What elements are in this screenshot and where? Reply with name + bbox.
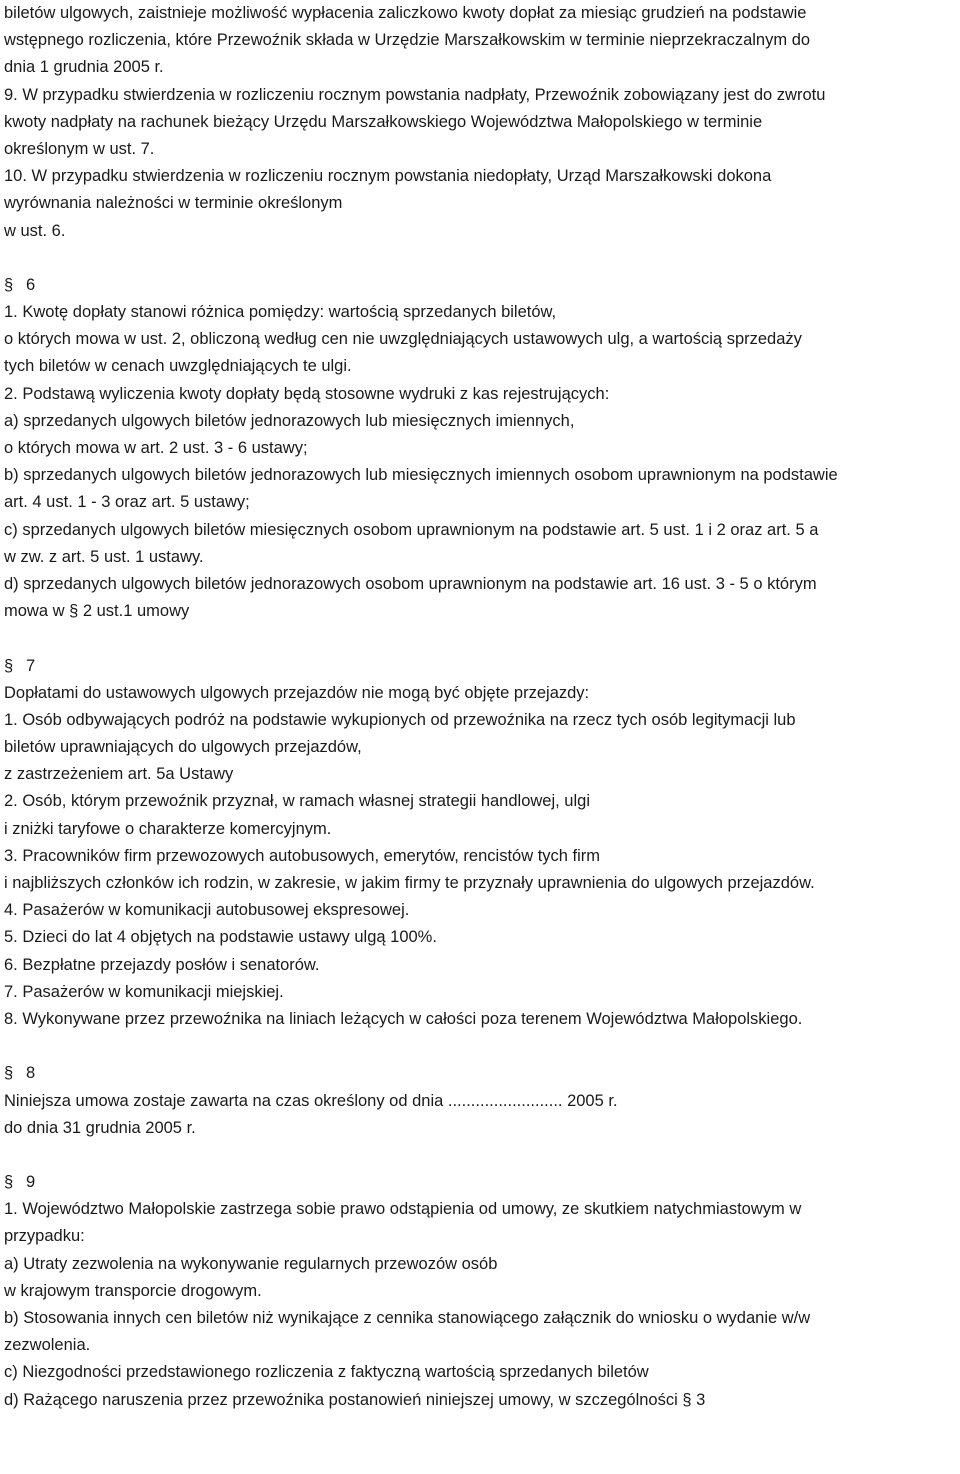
text-line: 3. Pracowników firm przewozowych autobusowych, emerytów, rencistów tych firm xyxy=(4,846,601,865)
text-line: b) Stosowania innych cen biletów niż wynikające z cennika stanowiącego załącznik do wniosku o wydanie w/w xyxy=(4,1309,811,1327)
text-line: dnia 1 grudnia 2005 r. xyxy=(4,58,164,77)
section-symbol: § xyxy=(4,656,14,675)
text-line: tych biletów w cenach uwzględniających te ulgi. xyxy=(4,357,352,376)
section-number: 9 xyxy=(26,1173,36,1192)
text-line: wstępnego rozliczenia, które Przewoźnik składa w Urzędzie Marszałkowskim w terminie nieprzekraczalnym do xyxy=(4,31,811,50)
text-line: mowa w § 2 ust.1 umowy xyxy=(4,602,190,621)
section-heading xyxy=(4,272,952,299)
text-line: z zastrzeżeniem art. 5a Ustawy xyxy=(4,765,234,784)
text-line: kwoty nadpłaty na rachunek bieżący Urzędu Marszałkowskiego Województwa Małopolskiego w terminie xyxy=(4,112,763,131)
text-line: Niniejsza umowa zostaje zawarta na czas określony od dnia ......................... 2005 r. xyxy=(4,1091,618,1110)
section-number: 7 xyxy=(26,656,36,675)
text-line: 2. Podstawą wyliczenia kwoty dopłaty będą stosowne wydruki z kas rejestrujących: xyxy=(4,384,610,403)
section-symbol: § xyxy=(4,275,14,294)
text-line: w ust. 6. xyxy=(4,221,66,240)
text-line: 9. W przypadku stwierdzenia w rozliczeniu rocznym powstania nadpłaty, Przewoźnik zobowiązany jest do zwrotu xyxy=(4,85,826,104)
text-line: Dopłatami do ustawowych ulgowych przejazdów nie mogą być objęte przejazdy: xyxy=(4,683,590,702)
text-line: biletów ulgowych, zaistnieje możliwość wypłacenia zaliczkowo kwoty dopłat za miesiąc grudzień na podstawie xyxy=(4,4,807,22)
section-symbol: § xyxy=(4,1173,14,1192)
text-line: 6. Bezpłatne przejazdy posłów i senatorów. xyxy=(4,955,320,974)
text-line: 10. W przypadku stwierdzenia w rozliczeniu rocznym powstania niedopłaty, Urząd Marszałkowski dokona xyxy=(4,167,772,186)
section-heading xyxy=(4,1060,952,1087)
blank-line xyxy=(4,245,952,272)
text-line: i najbliższych członków ich rodzin, w zakresie, w jakim firmy te przyznały uprawnienia do ulgowych przejazdów. xyxy=(4,874,815,892)
text-line: a) Utraty zezwolenia na wykonywanie regularnych przewozów osób xyxy=(4,1254,498,1273)
text-line: art. 4 ust. 1 - 3 oraz art. 5 ustawy; xyxy=(4,493,250,512)
text-line: o których mowa w ust. 2, obliczoną według cen nie uwzględniających ustawowych ulg, a wartością sprzedaży xyxy=(4,330,802,349)
text-line: w krajowym transporcie drogowym. xyxy=(4,1281,262,1300)
text-line: biletów uprawniających do ulgowych przejazdów, xyxy=(4,738,362,757)
section-number: 6 xyxy=(26,275,36,294)
text-line: 5. Dzieci do lat 4 objętych na podstawie ustawy ulgą 100%. xyxy=(4,928,437,947)
text-line: c) sprzedanych ulgowych biletów miesięcznych osobom uprawnionym na podstawie art. 5 ust. 1 i 2 oraz art. 5 a xyxy=(4,520,819,539)
text-line: do dnia 31 grudnia 2005 r. xyxy=(4,1118,196,1137)
text-line: przypadku: xyxy=(4,1227,85,1246)
text-line: 7. Pasażerów w komunikacji miejskiej. xyxy=(4,982,284,1001)
text-line: o których mowa w art. 2 ust. 3 - 6 ustawy; xyxy=(4,439,308,457)
text-line: w zw. z art. 5 ust. 1 ustawy. xyxy=(4,547,204,566)
text-line: c) Niezgodności przedstawionego rozliczenia z faktyczną wartością sprzedanych biletów xyxy=(4,1363,649,1382)
section-number: 8 xyxy=(26,1064,36,1083)
text-line: a) sprzedanych ulgowych biletów jednorazowych lub miesięcznych imiennych, xyxy=(4,411,575,430)
blank-line xyxy=(4,1033,952,1060)
section-heading xyxy=(4,1169,952,1196)
text-line: 4. Pasażerów w komunikacji autobusowej ekspresowej. xyxy=(4,901,410,920)
text-line: określonym w ust. 7. xyxy=(4,139,155,158)
text-line: d) sprzedanych ulgowych biletów jednorazowych osobom uprawnionym na podstawie art. 16 ust. 3 - 5 o którym xyxy=(4,574,817,593)
text-line: 1. Kwotę dopłaty stanowi różnica pomiędzy: wartością sprzedanych biletów, xyxy=(4,303,557,322)
text-line: 1. Osób odbywających podróż na podstawie wykupionych od przewoźnika na rzecz tych osób legitymacji lub xyxy=(4,710,796,729)
text-line: d) Rażącego naruszenia przez przewoźnika postanowień niniejszej umowy, w szczególności § 3 xyxy=(4,1390,706,1409)
text-line: 2. Osób, którym przewoźnik przyznał, w ramach własnej strategii handlowej, ulgi xyxy=(4,792,590,811)
text-line: zezwolenia. xyxy=(4,1336,91,1355)
text-line: b) sprzedanych ulgowych biletów jednorazowych lub miesięcznych imiennych osobom uprawnionym na podstawie xyxy=(4,466,838,485)
section-symbol: § xyxy=(4,1064,14,1083)
blank-line xyxy=(4,625,952,652)
blank-line xyxy=(4,1142,952,1169)
text-line: 1. Województwo Małopolskie zastrzega sobie prawo odstąpienia od umowy, ze skutkiem natychmiastowym w xyxy=(4,1200,802,1219)
text-line: wyrównania należności w terminie określonym xyxy=(4,194,343,213)
text-line: 8. Wykonywane przez przewoźnika na liniach leżących w całości poza terenem Województwa Małopolskiego. xyxy=(4,1009,803,1028)
section-heading xyxy=(4,653,952,680)
text-line: i zniżki taryfowe o charakterze komercyjnym. xyxy=(4,819,332,838)
